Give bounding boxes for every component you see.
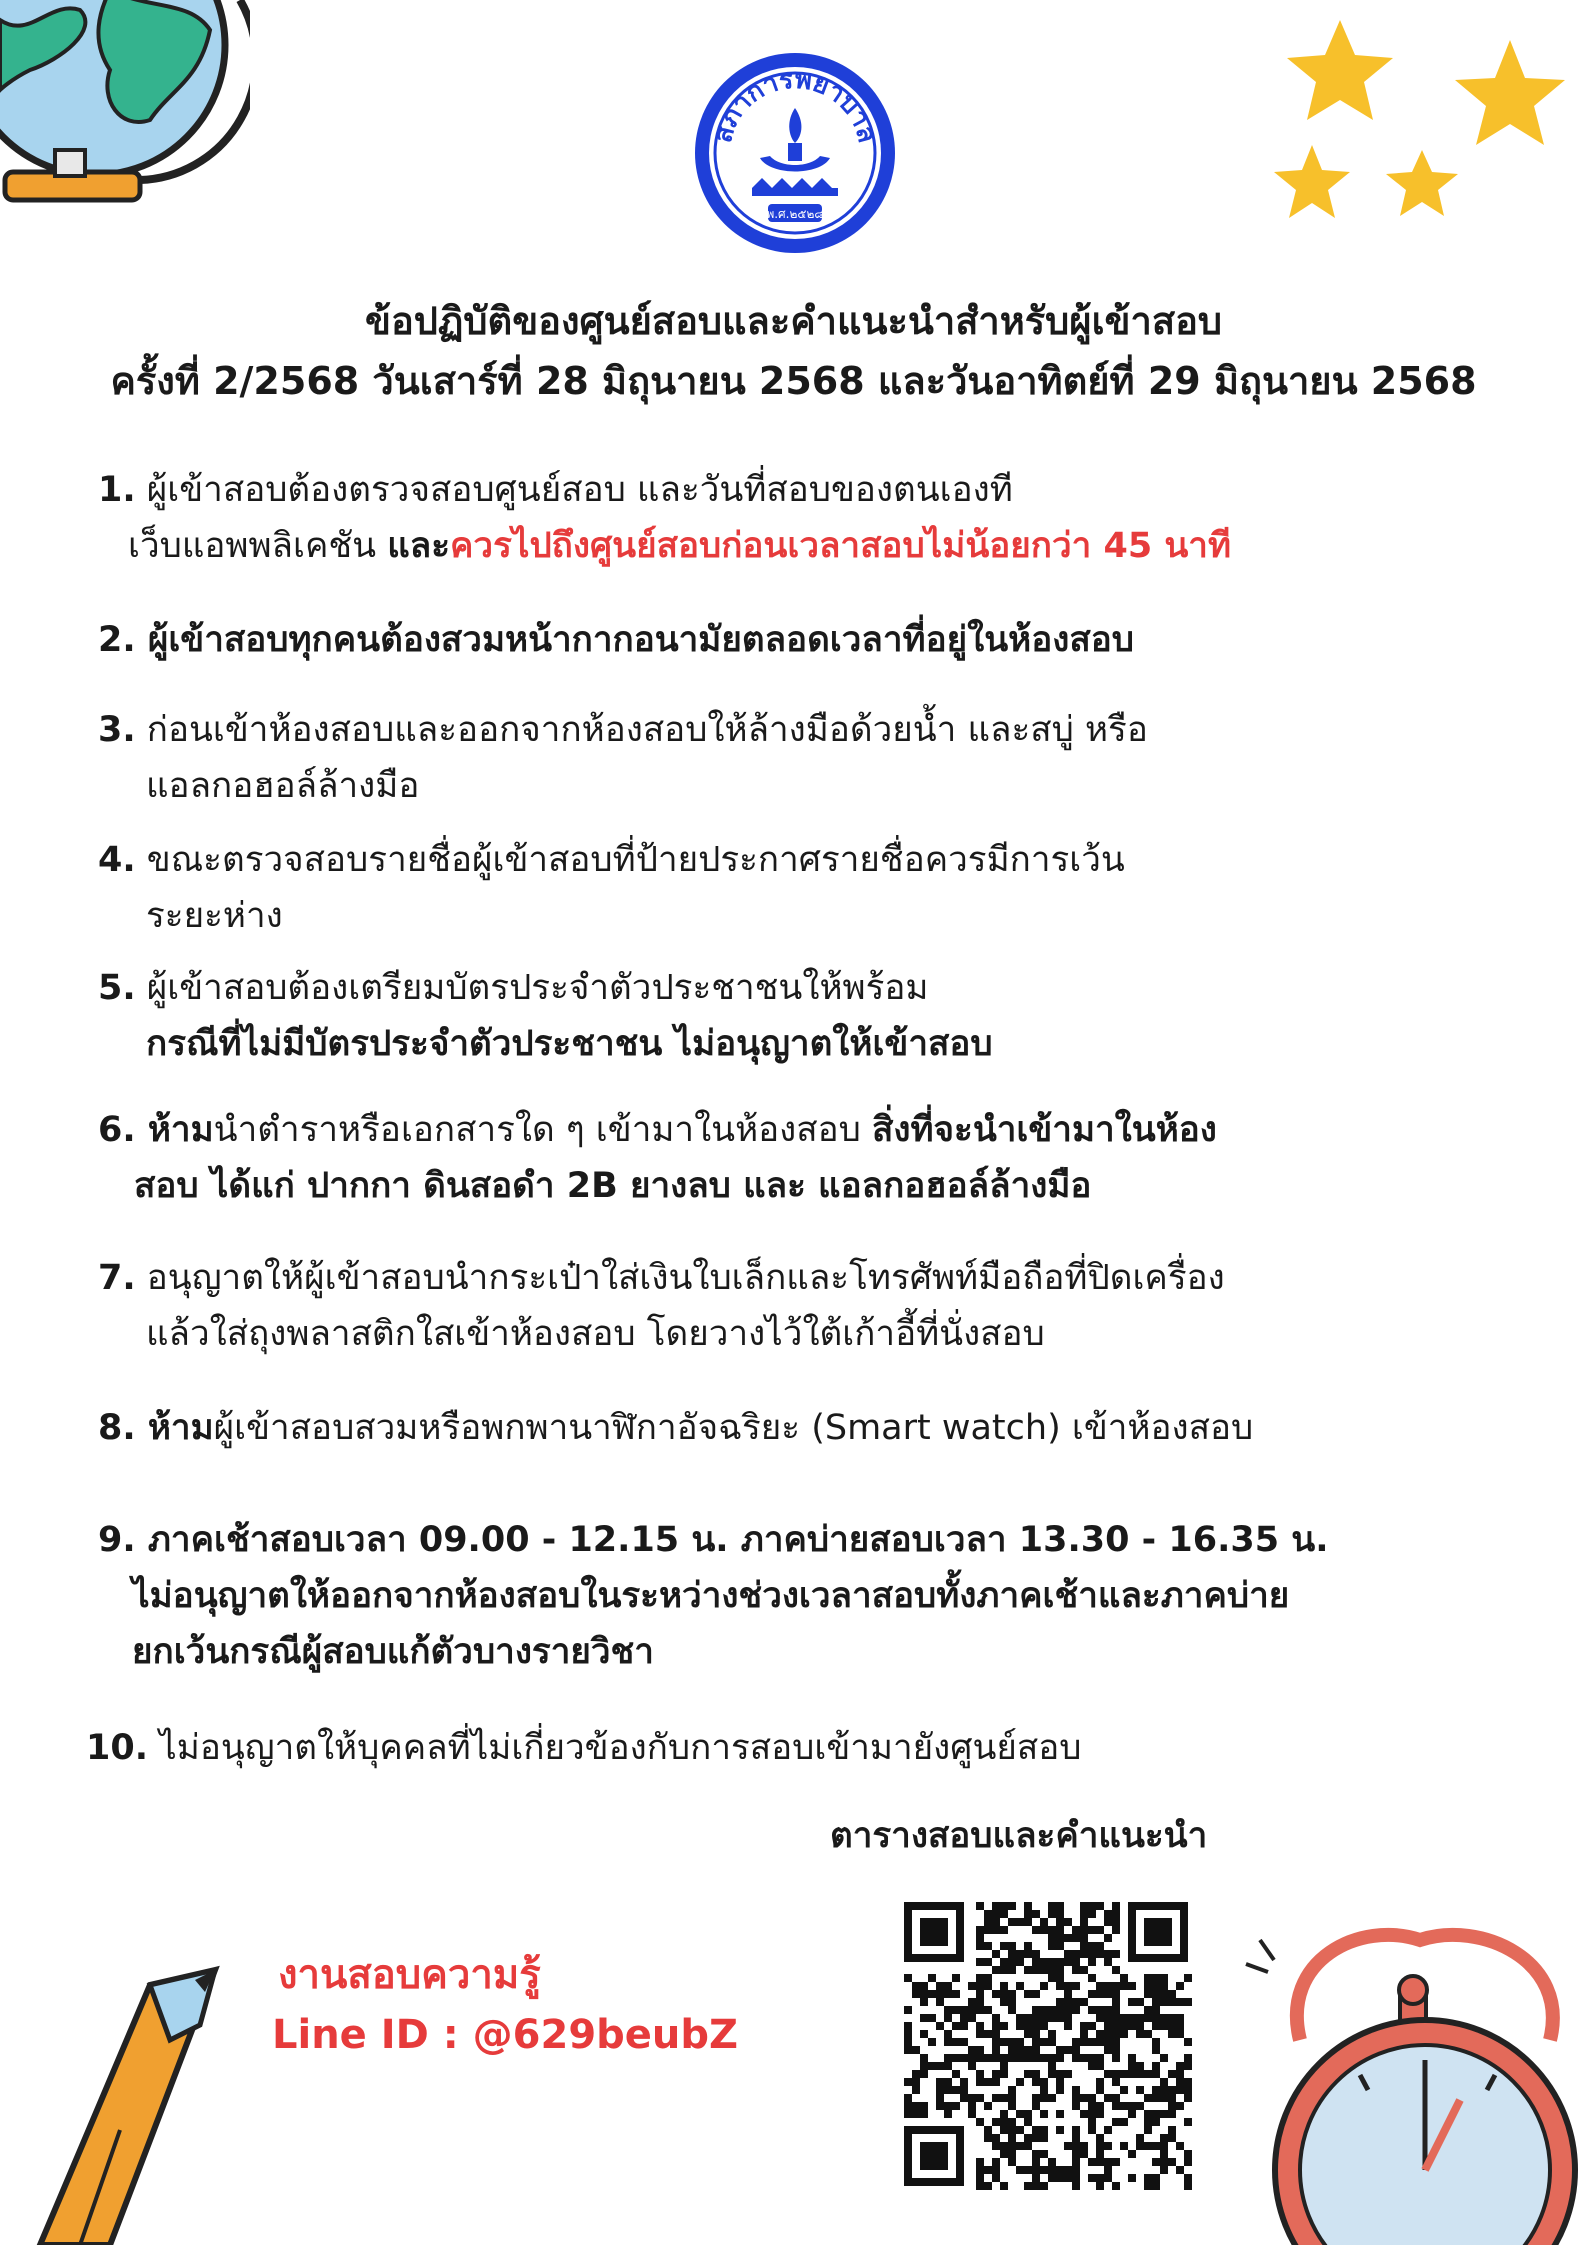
rule-text: นำตำราหรือเอกสารใด ๆ เข้ามาในห้องสอบ [213,1110,872,1150]
rule-number: 1. [98,470,136,510]
rule-number: 4. [98,840,136,880]
line-id: Line ID : @629beubZ [272,2012,739,2058]
rule-text: ผู้เข้าสอบสวมหรือพกพานาฬิกาอัจฉริยะ (Smart watch) เข้าห้องสอบ [213,1408,1254,1448]
rule-number: 8. [98,1408,136,1448]
rule-number: 10. [86,1728,149,1768]
rule-text-highlight: ควรไปถึงศูนย์สอบก่อนเวลาสอบไม่น้อยกว่า 45 นาที [450,526,1232,566]
rule-number: 9. [98,1520,136,1560]
rule-number: 5. [98,968,136,1008]
rule-item-6 [98,1102,1217,1214]
pencil-decoration [0,1930,230,2245]
rule-text-bold-2: สิ่งที่จะนำเข้ามาในห้อง [872,1110,1217,1150]
rule-item-4 [98,832,1125,944]
rule-item-2 [98,612,1134,668]
rule-number: 2. [98,620,136,660]
rule-text: ผู้เข้าสอบต้องเตรียมบัตรประจำตัวประชาชนให้พร้อม [135,968,929,1008]
rule-item-3 [98,702,1148,814]
rule-number: 6. [98,1110,136,1150]
alarm-clock-decoration [1240,1900,1587,2245]
rule-text-line2 [98,518,1231,574]
stars-decoration [1260,0,1587,240]
rule-item-7 [98,1250,1225,1362]
rule-text-bold: ห้าม [135,1110,214,1150]
rule-text-line2: แอลกอฮอล์ล้างมือ [146,766,420,806]
page-title: ข้อปฏิบัติของศูนย์สอบและคำแนะนำสำหรับผู้เข้าสอบ [364,299,1223,343]
rule-text: ขณะตรวจสอบรายชื่อผู้เข้าสอบที่ป้ายประกาศรายชื่อควรมีการเว้น [135,840,1125,880]
qr-code[interactable] [900,1898,1192,2190]
seal-arc-text: สภาการพยาบาล [707,64,883,146]
rule-number: 7. [98,1258,136,1298]
rule-number: 3. [98,710,136,750]
rule-text: ภาคเช้าสอบเวลา 09.00 - 12.15 น. ภาคบ่ายสอบเวลา 13.30 - 16.35 น. [135,1520,1329,1560]
rule-item-9 [98,1512,1329,1680]
rule-text: ผู้เข้าสอบต้องตรวจสอบศูนย์สอบ และวันที่สอบของตนเองที [135,470,1013,510]
rule-text: ไม่อนุญาตให้บุคคลที่ไม่เกี่ยวข้องกับการสอบเข้ามายังศูนย์สอบ [148,1728,1082,1768]
rule-text-plain: เว็บแอพพลิเคชัน [128,526,388,566]
rule-text: ก่อนเข้าห้องสอบและออกจากห้องสอบให้ล้างมือด้วยน้ำ และสบู่ หรือ [135,710,1148,750]
rule-text: อนุญาตให้ผู้เข้าสอบนำกระเป๋าใส่เงินใบเล็กและโทรศัพท์มือถือที่ปิดเครื่อง [135,1258,1225,1298]
seal-small-text: พ.ศ.๒๕๒๘ [766,207,824,221]
nursing-council-seal [690,48,900,258]
rule-text-bold: ห้าม [135,1408,214,1448]
rule-item-10 [86,1720,1081,1776]
rule-item-8 [98,1400,1253,1456]
rule-text-line2: กรณีที่ไม่มีบัตรประจำตัวประชาชน ไม่อนุญาตให้เข้าสอบ [146,1024,993,1064]
globe-decoration [0,0,250,220]
rule-text-line2: แล้วใส่ถุงพลาสติกใสเข้าห้องสอบ โดยวางไว้ใต้เก้าอี้ที่นั่งสอบ [146,1314,1045,1354]
rule-text-line2: ไม่อนุญาตให้ออกจากห้องสอบในระหว่างช่วงเวลาสอบทั้งภาคเช้าและภาคบ่าย [132,1576,1290,1616]
rule-item-1 [98,462,1231,574]
rule-text-line2: ระยะห่าง [146,896,283,936]
schedule-label: ตารางสอบและคำแนะนำ [830,1816,1208,1856]
rule-text-line2: สอบ ได้แก่ ปากกา ดินสอดำ 2B ยางลบ และ แอลกอฮอล์ล้างมือ [134,1166,1092,1206]
rule-item-5 [98,960,993,1072]
contact-title: งานสอบความรู้ [278,1952,541,1998]
rule-text-bold: และ [387,526,450,566]
rule-text-line3: ยกเว้นกรณีผู้สอบแก้ตัวบางรายวิชา [132,1632,654,1672]
rule-text: ผู้เข้าสอบทุกคนต้องสวมหน้ากากอนามัยตลอดเวลาที่อยู่ในห้องสอบ [135,620,1134,660]
page-subtitle: ครั้งที่ 2/2568 วันเสาร์ที่ 28 มิถุนายน 2568 และวันอาทิตย์ที่ 29 มิถุนายน 2568 [110,359,1477,403]
